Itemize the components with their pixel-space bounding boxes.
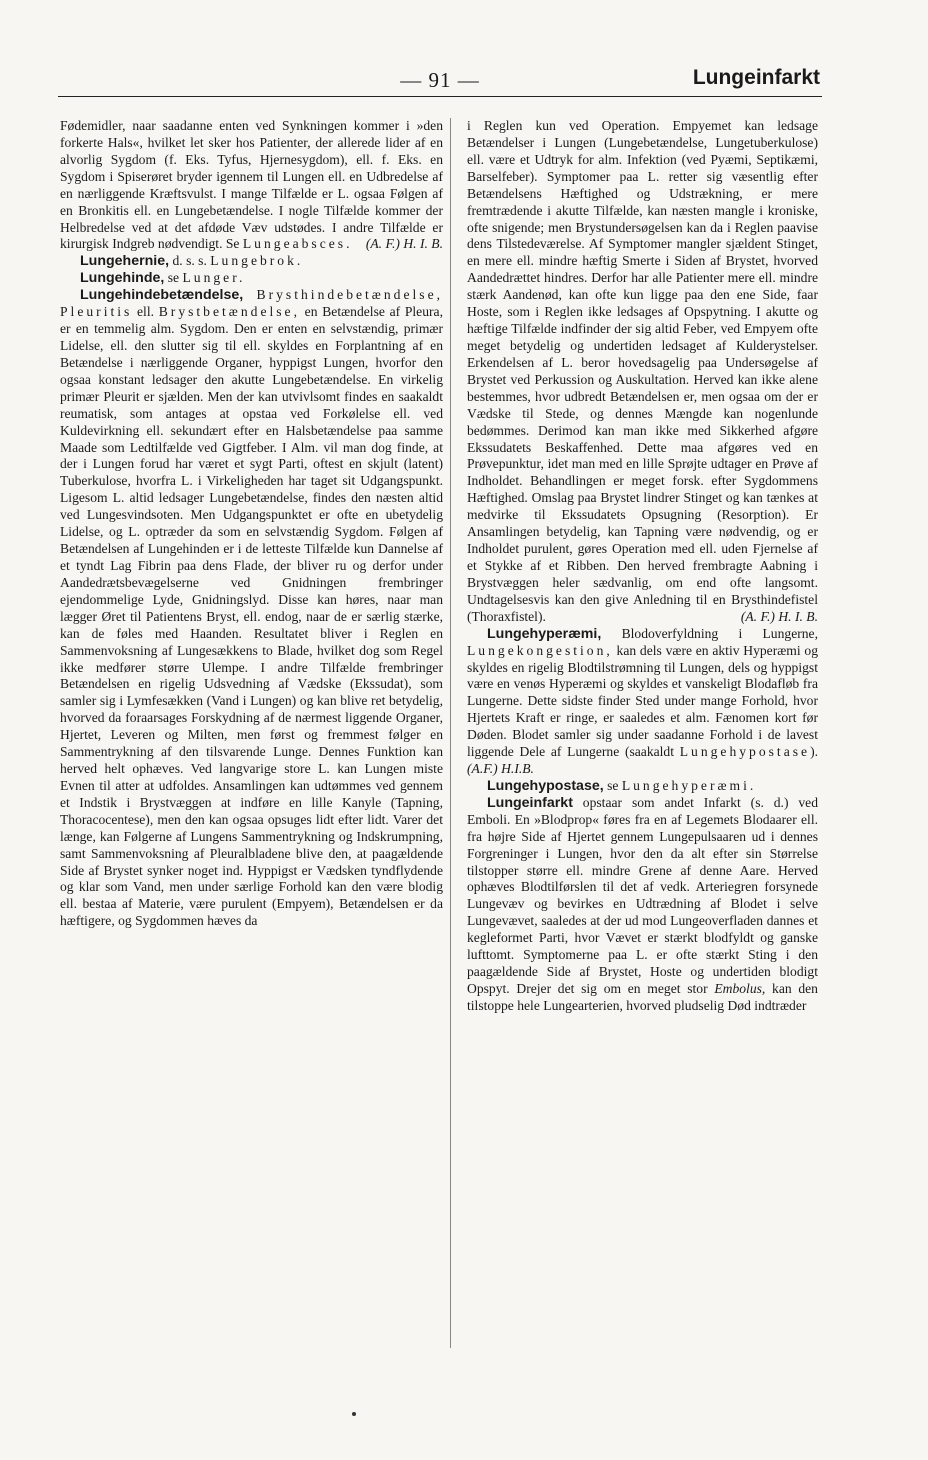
entry-text: ell. [132, 304, 159, 320]
entry-text: ). [810, 744, 818, 760]
entry-body: opstaar som andet Infarkt (s. d.) ved Emboli. En »Blodprop« føres fra en af Legemets Blodaarer ell. fra højre Side af Hjertet gennem Lungepulsaaren ud i dennes Forgreninger i Lungen, hvor den da alt efter sin Størrelse tilstopper større ell. mindre Grene af denne Aare. Herved ophæves Blodtilførslen til det af vedk. Arteriegren forsynede Lungevæv og bevirkes en Udtrædning af Blodet i selve Lungevævet, saaledes at der ud mod Lungeoverfladen dannes et kegleformet Parti, hvor Vævet er stærkt blodfyldt og ganske lufttomt. Symptomerne paa L. er ofte stærkt Sting i den paagældende Side af Brystet, Hoste og undertiden blodigt Opspyt. Drejer det sig om en meget stor [467, 794, 818, 997]
cross-reference: Lungebrok. [210, 253, 304, 269]
running-head: Lungeinfarkt [692, 66, 820, 89]
entry-body: kan dels være en aktiv Hyperæmi og skyldes en rigelig Blodtilstrømning til Lungen, dels og hyppigst være en venøs Hyperæmi og skyldes et vanskeligt Blodafløb fra Lungerne. Dette sidste finder Sted under mange Forhold, hvor Hjertets Kraft er ringe, er saaledes et alm. Fænomen kort før Døden. Blodet samler sig under saadanne Forhold i de lavest liggende Dele af Lungerne (saakaldt [467, 642, 818, 760]
page-number: — 91 — [400, 68, 480, 92]
entry-headword: Lungehinde, [80, 270, 165, 287]
page-header [0, 58, 928, 98]
author-signature: (A. F.) H. I. B. [365, 236, 443, 252]
entry-text: Blodoverfyldning i Lungerne, [601, 625, 818, 641]
entry-lungebyld-continuation [60, 118, 443, 253]
entry-lungeinfarkt [467, 795, 818, 1015]
paragraph-text: Fødemidler, naar saadanne enten ved Synkningen kommer i »den forkerte Hals«, hvilket let sker hos Patienter, der allerede lider af en alvorlig Sygdom (f. Eks. Tyfus, Hjernesygdom), ell. f. Eks. en Sygdom i Spiserøret bryder igennem til Lungen ell. en Udbredelse af en nærliggende Kræftsvulst. I mange Tilfælde er L. ogsaa Følgen af en Bronkitis ell. en Lungebetændelse. I nogle Tilfælde kommer der Helbredelse ved at det afdøde Væv udstødes. I andre Tilfælde er kirurgisk Indgreb nødvendigt. Se [60, 118, 443, 252]
entry-lungehypostase [467, 778, 818, 795]
cross-reference: Lungehyperæmi. [621, 777, 757, 793]
entry-headword: Lungeinfarkt [487, 794, 573, 811]
entry-body: en Betændelse af Pleura, er en temmelig alm. Sygdom. Den er enten en selvstændig, primær Lidelse, ell. den slutter sig til ell. skyldes en Forplantning af en Betændelse i nærliggende Organer, hyppigst Lungen, hvorfor den ogsaa konstant ledsager den akutte Lungebetændelse. En virkelig primær Pleurit er sjælden. Men der kan utvivlsomt findes en saakaldt reumatisk, som antages at opstaa ved Forkølelse ell. ved Kuldevirkning ell. sekundært efter en Halsbetændelse paa samme Maade som Ledtilfælde ved Gigtfeber. I Alm. vil man dog finde, at der i Lungen forud har været et sygt Parti, oftest en skjult (latent) Tuberkulose, hvorfra L. i Virkeligheden har taget sit Udgangspunkt. Ligesom L. altid ledsager Lungebetændelse, findes den næsten altid ved Lungesvindsoten. Men Udgangspunktet er ofte en ubetydelig Lidelse, og L. optræder da som en selvstændig Sygdom. Følgen af Betændelsen af Lungehinden er i de letteste Tilfælde kun Dannelse af et tyndt Lag Fibrin paa dens Flade, der bliver ru og derfor under Aandedrætsbevægelserne ved Gnidningen frembringer ejendommelige Lyde, Gnidningslyd. Disse kan høres, naar man lægger Øret til Patientens Bryst, ell. endog, naar de er særlig stærke, kan de føles med Haanden. Resultatet bliver i Reglen en Sammenvoksning af Lungesækkens to Blade, hvilket dog som Regel ikke medfører større Ulempe. I andre Tilfælde frembringer Betændelsen en rigelig Udsvedning af Vædske (Ekssudat), som samler sig i Lymfesækken (Vand i Lungen) og kan blive ret betydelig, hvorved da foraarsages Forskydning af de nærmest liggende Organer, Hjertet, Leveren og Milten, men først og fremmest følger en Sammentrykning af den tilsvarende Lunge. Dennes Funktion kan herved helt ophæves. Ved langvarige store L. kan Lungen miste Evnen til atter at udfoldes. Ansamlingen kan udtømmes ved gennem et Indstik i Brystvæggen at indføre en lille Kanyle (Tapning, Thoracocentese), men den kan ogsaa opsuges lidt efter lidt. Varer det længe, kan Følgerne af Lungens Sammentrykning og Indskrumpning, samt Sammenvoksning af Pleuralbladene blive den, at paagældende Side af Brystet synker noget ind. Hyppigst er Vædsken tyndflydende og klar som Vand, men under særlige Forhold kan den være blodig ell. bestaa af Materie, være purulent (Empyem), Betændelsen er da hæftigere, og Sygdommen hæves da [60, 304, 443, 929]
synonym-text: Brysthindebetændelse, Pleuritis [60, 287, 443, 320]
entry-continuation [467, 118, 818, 626]
author-signature: (A.F.) H.I.B. [467, 761, 534, 777]
entry-headword: Lungehypostase, [487, 777, 604, 794]
header-rule [58, 96, 822, 97]
synonym-text: Lungekongestion, [467, 642, 613, 658]
column-divider [450, 118, 451, 1348]
entry-lungehyperaemi [467, 626, 818, 778]
emphasis-text: Embolus, [714, 981, 766, 997]
left-column [60, 118, 443, 930]
entry-text: se [603, 777, 622, 793]
entry-headword: Lungehyperæmi, [487, 625, 602, 642]
entry-lungehindebetaendelse [60, 287, 443, 930]
entry-text: se [164, 270, 183, 286]
author-signature: (A. F.) H. I. B. [740, 608, 818, 624]
paragraph-text: i Reglen kun ved Operation. Empyemet kan ledsage Betændelser i Lungen (Lungebetændelse, Lungetuberkulose) ell. være et Udtryk for alm. Infektion (ved Pyæmi, Septikæmi, Barselfeber). Symptomer paa L. retter sig væsentlig efter Betændelsens Hæftighed og Udstrækning, er mere fremtrædende i akutte Tilfælde, kan næsten mangle i kroniske, ofte snigende; men Brystundersøgelsen kan da i Reglen paavise dens Tilstedeværelse. Af Symptomer mangler sjældent Stinget, en mere ell. mindre hæftig Smerte i Siden af Brystet, hvorved Aandedrættet hindres. Derfor har alle Patienter mere ell. mindre stærk Aandenød, kan ofte kun ligge paa den ene Side, faar Hoste, som i Reglen ikke ledsages af Opspytning. I akutte og hæftige Tilfælde indfinder der sig altid Feber, ved Empyem ofte meget betydelig og undertiden ledsaget af Kulderystelser. Erkendelsen af L. beror hovedsagelig paa Undersøgelse af Brystet ved Perkussion og Auskultation. Herved kan ikke alene bestemmes, hvor udbredt Betændelsen er, men ogsaa om der er Vædske til Stede, og dennes Mængde kan nogenlunde bedømmes. Derimod kan man ikke med Sikkerhed afgøre Ekssudatets Beskaffenhed. Dette maa afgøres ved en Prøvepunktur, idet man med en lille Sprøjte udtager en Prøve af Indholdet. Behandlingen er meget forsk. efter Sygdommens Hæftighed. Omslag paa Brystet lindrer Stinget og kan tænkes at medvirke til Ekssudatets Opsugning (Resorption). Er Ansamlingen betydelig, kan Tapning være nødvendig, og er Indholdet purulent, gøres Operation med ell. uden Fjernelse af et Stykke af et Ribben. Den herved frembragte Aabning i Brystvæggen heler sædvanlig, om end ofte langsomt. Undtagelsesvis kan den give Anledning til en Brysthindefistel (Thoraxfistel). [467, 118, 818, 624]
ink-speck [352, 1412, 356, 1416]
cross-reference: Lunger. [182, 270, 246, 286]
synonym-text: Lungehypostase [679, 744, 811, 760]
entry-text: d. s. s. [169, 253, 211, 269]
entry-headword: Lungehindebetændelse, [80, 287, 244, 304]
entry-text: kan den tilstoppe hele Lungearterien, hvorved pludselig Død indtræder [467, 981, 818, 1013]
entry-lungehernie [60, 253, 443, 270]
right-column [467, 118, 818, 1015]
entry-headword: Lungehernie, [80, 253, 170, 270]
entry-lungehinde [60, 270, 443, 287]
synonym-text: Brystbetændelse, [158, 304, 300, 320]
cross-reference: Lungeabsces. [242, 236, 353, 252]
